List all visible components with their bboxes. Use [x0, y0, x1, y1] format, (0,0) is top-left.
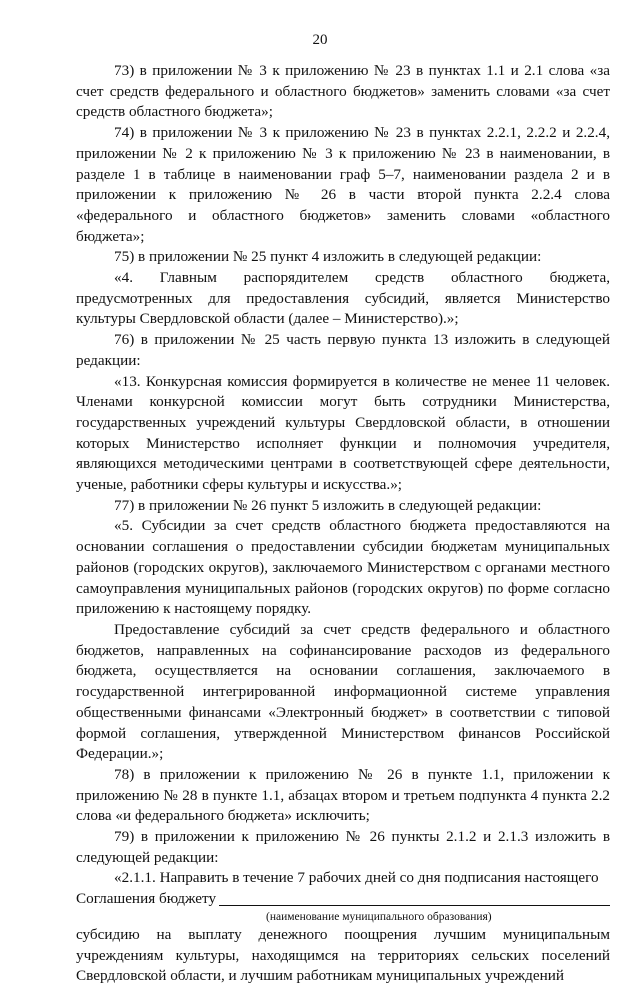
paragraph-77-quote: «5. Субсидии за счет средств областного бюджета предоставляются на основании соглашения о предоставлении субсидии бюджетам муниципальных районов (городских округов), заключаемого Министерством с органами местного самоуправления муниципальных районов (городских округов) по форме согласно приложению к настоящему порядку.: [76, 517, 610, 618]
paragraph-77-quote-cont: Предоставление субсидий за счет средств федерального и областного бюджетов, направленных на софинансирование расходов из федерального бюджета, осуществляется на основании соглашения, заключаемого в государственной интегрированной информационной системе управления общественными финансами «Электронный бюджет» в соответствии с типовой формой соглашения, утвержденной Министерством финансов Российской Федерации.»;: [76, 620, 610, 763]
paragraph-77: 77) в приложении № 26 пункт 5 изложить в следующей редакции:: [114, 496, 542, 514]
paragraph-78: 78) в приложении к приложению № 26 в пункте 1.1, приложении к приложению № 28 в пункте 1.1, абзацах втором и третьем подпункта 4 пункта 2.2 слова «и федерального бюджета» исключить;: [76, 765, 610, 825]
page-number: 20: [312, 32, 328, 48]
paragraph-79-quote: «2.1.1. Направить в течение 7 рабочих дней со дня подписания настоящего: [114, 869, 599, 887]
blank-field-caption: (наименование муниципального образования): [266, 910, 492, 923]
blank-field-line: [76, 889, 610, 910]
paragraph-79-quote-cont: субсидию на выплату денежного поощрения лучшим муниципальным учреждениям культуры, находящимся на территориях сельских поселений Свердловской области, и лучшим работникам муниципальных учреждений: [76, 925, 610, 985]
blank-field-prefix: Соглашения бюджету: [76, 890, 217, 908]
paragraph-79: 79) в приложении к приложению № 26 пункты 2.1.2 и 2.1.3 изложить в следующей редакции:: [76, 828, 610, 866]
paragraph-76: 76) в приложении № 25 часть первую пункта 13 изложить в следующей редакции:: [76, 331, 610, 369]
paragraph-76-quote: «13. Конкурсная комиссия формируется в количестве не менее 11 человек. Членами конкурсной комиссии могут быть сотрудники Министерства, государственных учреждений культуры Свердловской области, в отношении которых Министерство исполняет функции и полномочия учредителя, являющихся методическими центрами в соответствующей сфере деятельности, ученые, работники сферы культуры и искусства.»;: [76, 372, 610, 494]
document-body: [76, 61, 610, 987]
paragraph-75: 75) в приложении № 25 пункт 4 изложить в следующей редакции:: [114, 248, 542, 266]
paragraph-75-quote: «4. Главным распорядителем средств областного бюджета, предусмотренных для предоставления субсидий, является Министерство культуры Свердловской области (далее – Министерство).»;: [76, 269, 610, 328]
paragraph-73: 73) в приложении № 3 к приложению № 23 в пунктах 1.1 и 2.1 слова «за счет средств федерального и областного бюджетов» заменить словами «за счет средств областного бюджета»;: [76, 62, 610, 121]
paragraph-74: 74) в приложении № 3 к приложению № 23 в пунктах 2.2.1, 2.2.2 и 2.2.4, приложении № 2 к приложению № 3 к приложению № 23 в наименовании, в разделе 1 в таблице в наименовании граф 5–7, наименовании раздела 2 и в приложении к приложению № 26 в части второй пункта 2.2.4 слова «федерального и областного бюджетов» заменить словами «областного бюджета»;: [76, 124, 610, 245]
